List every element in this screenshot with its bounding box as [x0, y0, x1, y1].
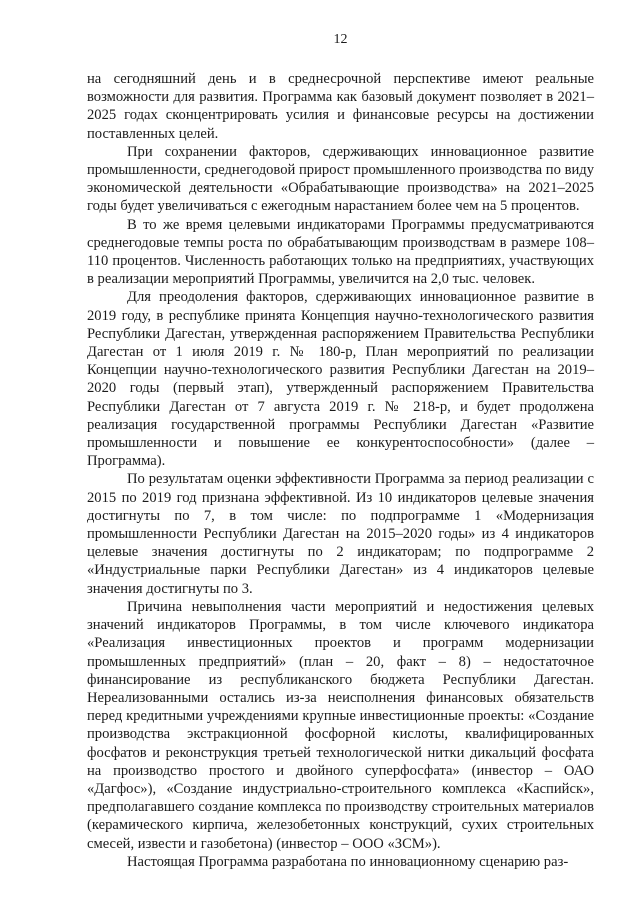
paragraph-1: на сегодняшний день и в среднесрочной перспективе имеют реальные возможности для развития. Программа как базовый документ позволяет в 2021–2025 годах сконцентрировать усилия и финансовые ресурсы на достижении поставленных целей. [87, 71, 594, 142]
paragraph-4: Для преодоления факторов, сдерживающих инновационное развитие в 2019 году, в республике принята Концепция научно-технологического развития Республики Дагестан, утвержденная распоряжением Правительства Республики Дагестан от 1 июля 2019 г. № 180-р, План мероприятий по реализации Концепции научно-технологического развития Республики Дагестан на 2019–2020 годы (первый этап), утвержденный распоряжением Правительства Республики Дагестан от 7 августа 2019 г. № 218-р, и будет продолжена реализация государственной программы Республики Дагестан «Развитие промышленности и повышение ее конкурентоспособности» (далее – Программа). [87, 289, 594, 470]
paragraph-6: Причина невыполнения части мероприятий и недостижения целевых значений индикаторов Программы, в том числе ключевого индикатора «Реализация инвестиционных проектов и программ модернизации промышленных предприятий» (план – 20, факт – 8) – недостаточное финансирование из республиканского бюджета Республики Дагестан. Нереализованными остались из-за неисполнения финансовых обязательств перед кредитными учреждениями крупные инвестиционные проекты: «Создание производства экстракционной фосфорной кислоты, квалифицированных фосфатов и реконструкция третьей технологической нитки дикальций фосфата на производство простого и двойного суперфосфата» (инвестор – ОАО «Дагфос»), «Создание индустриально-строительного комплекса «Каспийск», предполагавшего создание комплекса по производству строительных материалов (керамического кирпича, железобетонных конструкций, сухих строительных смесей, извести и газобетона) (инвестор – ООО «ЗСМ»). [87, 598, 594, 852]
body-text [87, 70, 594, 871]
paragraph-7: Настоящая Программа разработана по инновационному сценарию раз- [127, 853, 569, 870]
paragraph-5: По результатам оценки эффективности Программа за период реализации с 2015 по 2019 год признана эффективной. Из 10 индикаторов целевые значения достигнуты по 7, в том числе: по подпрограмме 1 «Модернизация промышленности Республики Дагестан на 2015–2020 годы» из 4 индикаторов целевые значения достигнуты по 2 индикаторам; по подпрограмме 2 «Индустриальные парки Республики Дагестан» из 4 индикаторов целевые значения достигнуты по 3. [87, 471, 594, 597]
paragraph-3: В то же время целевыми индикаторами Программы предусматриваются среднегодовые темпы роста по обрабатывающим производствам в размере 108–110 процентов. Численность работающих только на предприятиях, участвующих в реализации мероприятий Программы, увеличится на 2,0 тыс. человек. [87, 216, 594, 288]
page-number: 12 [333, 32, 348, 47]
paragraph-2: При сохранении факторов, сдерживающих инновационное развитие промышленности, среднегодовой прирост промышленного производства по виду экономической деятельности «Обрабатывающие производства» на 2021–2025 годы будет увеличиваться с ежегодным нарастанием более чем на 5 процентов. [87, 143, 594, 215]
